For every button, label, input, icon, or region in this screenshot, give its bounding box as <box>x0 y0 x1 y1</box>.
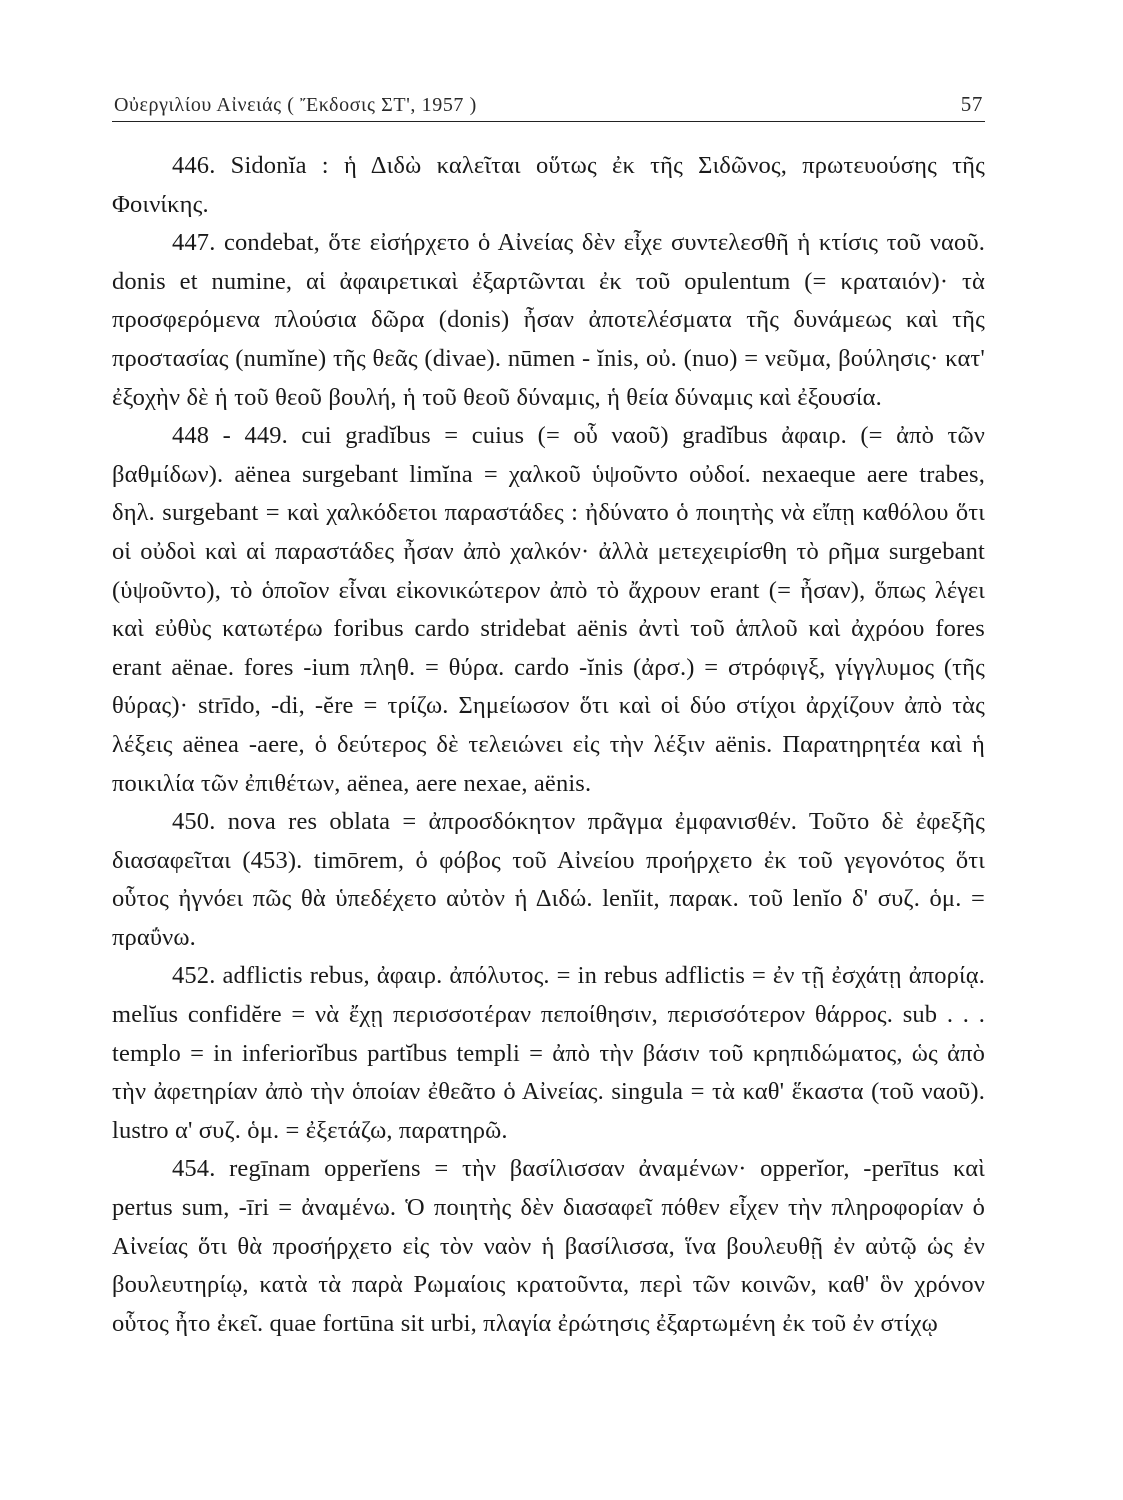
note-454: 454. regīnam opperĭens = τὴν βασίλισσαν ἀναμένων· opperĭor, -perītus καὶ pertus sum, -īri = ἀναμένω. Ὁ ποιητὴς δὲν διασαφεῖ πόθεν εἶχεν τὴν πληροφορίαν ὁ Αἰνείας ὅτι θὰ προσήρχετο εἰς τὸν ναὸν ἡ βασίλισσα, ἵνα βουλευθῇ ἐν αὐτῷ ὡς ἐν βουλευτηρίῳ, κατὰ τὰ παρὰ Ρωμαίοις κρατοῦντα, περὶ τῶν κοινῶν, καθ' ὃν χρόνον οὗτος ἦτο ἐκεῖ. quae fortūna sit urbi, πλαγία ἐρώτησις ἐξαρτωμένη ἐκ τοῦ ἐν στίχῳ <box>112 1155 985 1337</box>
note-447: 447. condebat, ὅτε εἰσήρχετο ὁ Αἰνείας δὲν εἶχε συντελεσθῆ ἡ κτίσις τοῦ ναοῦ. donis et numine, αἱ ἀφαιρετικαὶ ἐξαρτῶνται ἐκ τοῦ opulentum (= κραταιόν)· τὰ προσφερόμενα πλούσια δῶρα (donis) ἦσαν ἀποτελέσματα τῆς δυνάμεως καὶ τῆς προστασίας (numĭne) τῆς θεᾶς (divae). nūmen - ĭnis, οὐ. (nuo) = νεῦμα, βούλησις· κατ' ἐξοχὴν δὲ ἡ τοῦ θεοῦ βουλή, ἡ τοῦ θεοῦ δύναμις, ἡ θεία δύναμις καὶ ἐξουσία. <box>112 229 985 411</box>
running-title: Οὐεργιλίου Αἰνειάς ( Ἔκδοσις ΣΤ', 1957 ) <box>114 94 477 116</box>
note-452: 452. adflictis rebus, ἀφαιρ. ἀπόλυτος. = in rebus adflictis = ἐν τῇ ἐσχάτῃ ἀπορίᾳ. melĭus confidĕre = νὰ ἔχῃ περισσοτέραν πεποίθησιν, περισσότερον θάρρος. sub . . . templo = in inferiorĭbus partĭbus templi = ἀπὸ τὴν βάσιν τοῦ κρηπιδώματος, ὡς ἀπὸ τὴν ἀφετηρίαν ἀπὸ τὴν ὁποίαν ἐθεᾶτο ὁ Αἰνείας. singula = τὰ καθ' ἕκαστα (τοῦ ναοῦ). lustro α' συζ. ὁμ. = ἐξετάζω, παρατηρῶ. <box>112 962 985 1144</box>
note-448-449: 448 - 449. cui gradĭbus = cuius (= οὗ ναοῦ) gradĭbus ἀφαιρ. (= ἀπὸ τῶν βαθμίδων). aënea surgebant limĭna = χαλκοῦ ὑψοῦντο οὐδοί. nexaeque aere trabes, δηλ. surgebant = καὶ χαλκόδετοι παραστάδες : ἠδύνατο ὁ ποιητὴς νὰ εἴπῃ καθόλου ὅτι οἱ οὐδοὶ καὶ αἱ παραστάδες ἦσαν ἀπὸ χαλκόν· ἀλλὰ μετεχειρίσθη τὸ ρῆμα surgebant (ὑψοῦντο), τὸ ὁποῖον εἶναι εἰκονικώτερον ἀπὸ τὸ ἄχρουν erant (= ἦσαν), ὅπως λέγει καὶ εὐθὺς κατωτέρω foribus cardo stridebat aënis ἀντὶ τοῦ ἁπλοῦ καὶ ἀχρόου fores erant aënae. fores -ium πληθ. = θύρα. cardo -ĭnis (ἀρσ.) = στρόφιγξ, γίγγλυμος (τῆς θύρας)· strīdo, -di, -ĕre = τρίζω. Σημείωσον ὅτι καὶ οἱ δύο στίχοι ἀρχίζουν ἀπὸ τὰς λέξεις aënea -aere, ὁ δεύτερος δὲ τελειώνει εἰς τὴν λέξιν aënis. Παρατηρητέα καὶ ἡ ποικιλία τῶν ἐπιθέτων, aënea, aere nexae, aënis. <box>112 422 985 797</box>
running-header <box>112 92 985 122</box>
note-450: 450. nova res oblata = ἀπροσδόκητον πρᾶγμα ἐμφανισθέν. Τοῦτο δὲ ἐφεξῆς διασαφεῖται (453). timōrem, ὁ φόβος τοῦ Αἰνείου προήρχετο ἐκ τοῦ γεγονότος ὅτι οὗτος ἠγνόει πῶς θὰ ὑπεδέχετο αὐτὸν ἡ Διδώ. lenĭit, παρακ. τοῦ lenĭo δ' συζ. ὁμ. = πραΰνω. <box>112 808 985 951</box>
page-number: 57 <box>960 92 983 116</box>
note-446: 446. Sidonĭa : ἡ Διδὼ καλεῖται οὕτως ἐκ τῆς Σιδῶνος, πρωτευούσης τῆς Φοινίκης. <box>112 152 985 218</box>
commentary-body <box>112 147 985 1343</box>
